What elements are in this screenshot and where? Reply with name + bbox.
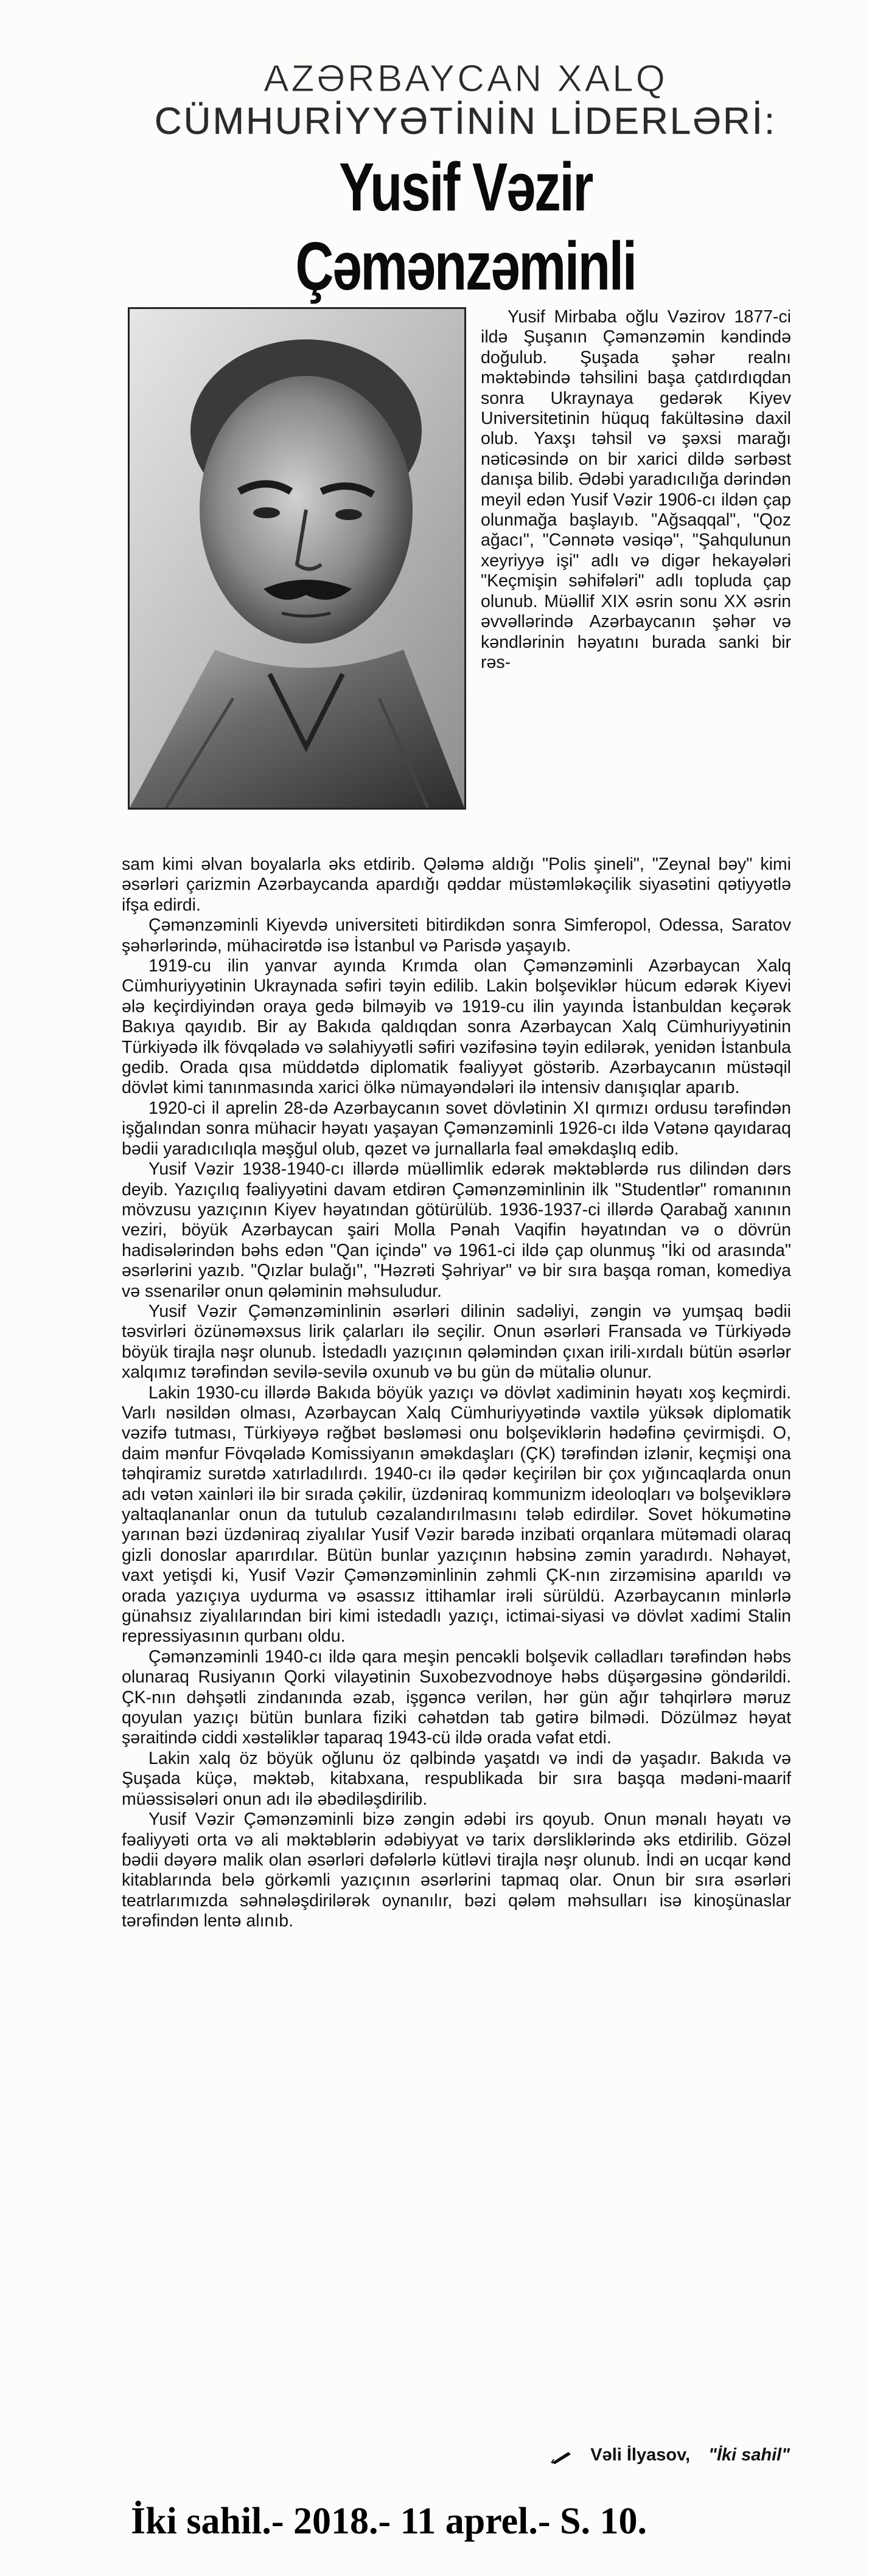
portrait-photo-drawing bbox=[130, 309, 464, 808]
article-paragraph: Yusif Mirbaba oğlu Vəzirov 1877-ci ildə Şuşanın Çəmənzəmin kəndində doğulub. Şuşada şəhər realnı məktəbində təhsilini başa çatdırdıqdan sonra Ukraynaya gedərək Kiyev Universitetinin hüquq fakültəsinə daxil olub. Yaxşı təhsil və şəxsi marağı nəticəsində on bir xarici dildə sərbəst danışa bilib. Ədəbi yaradıcılığa dərindən meyil edən Yusif Vəzir 1906-cı ildən çap olunmağa başlayıb. "Ağsaqqal", "Qoz ağacı", "Cənnətə vəsiqə", "Şahqulunun xeyriyyə işi" adlı və digər hekayələri "Keçmişin səhifələri" adlı topluda çap olunub. Müəllif XIX əsrin sonu XX əsrin əvvəllərində Azərbaycanın şəhər və kəndlərinin həyatını burada sanki bir rəs- bbox=[481, 307, 791, 672]
article-paragraph: 1920-ci il aprelin 28-də Azərbaycanın sovet dövlətinin XI qırmızı ordusu tərəfindən işğalından sonra mühacir həyatı yaşayan Çəmənzəminli 1926-cı ildə Vətənə qayıdaraq bədii yaradıcılıqla məşğul olub, qəzet və jurnallarla fəal əməkdaşlıq edib. bbox=[122, 1098, 791, 1159]
article-paragraph: Yusif Vəzir Çəmənzəminli bizə zəngin ədəbi irs qoyub. Onun mənalı həyatı və fəaliyyəti orta və ali məktəblərin ədəbiyyat və tarix dərsliklərində əks etdirilib. Gözəl bədii dəyərə malik olan əsərləri dəfələrlə kütləvi tirajla nəşr olunub. İndi ən ucqar kənd kitablarında belə görkəmli yazıçının əsərlərini tapmaq olar. Onun bir sıra əsərləri teatrlarımızda səhnələşdirilərək oynanılır, bəzi qələm məhsulları isə kinoşünaslar tərəfindən lentə alınıb. bbox=[122, 1810, 791, 1931]
article-paragraph: Çəmənzəminli Kiyevdə universiteti bitirdikdən sonra Simferopol, Odessa, Saratov şəhərlərində, mühacirətdə isə İstanbul və Parisdə yaşayıb. bbox=[122, 915, 791, 956]
article-header bbox=[140, 58, 791, 306]
article-paragraph: Lakin 1930-cu illərdə Bakıda böyük yazıçı və dövlət xadiminin həyatı xoş keçmirdi. Varlı nəsildən olması, Azərbaycan Xalq Cümhuriyyətində vaxtilə yüksək diplomatik vəzifə tutması, Türkiyəyə rəğbət bəsləməsi onu bolşeviklərin hədəfinə çevirmişdi. O, daim mənfur Fövqəladə Komissiyanın əməkdaşları (ÇK) tərəfindən izlənir, keçmişi ona təhqiramiz surətdə xatırladılırdı. 1940-cı ilə qədər keçirilən bir çox yığıncaqlarda onun adı vətən xainləri ilə bir sırada çəkilir, üzdəniraq kommunizm ideoloqları və bolşeviklərə yaltaqlananlar onun da tutulub cəzalandırılmasını tələb edirdilər. Sovet hökumətinə yarınan bəzi üzdəniraq ziyalılar Yusif Vəzir barədə inzibati orqanlara mütəmadi olaraq gizli donoslar aparırdılar. Bütün bunlar yazıçının həbsinə zəmin yaradırdı. Nəhayət, vaxt yetişdi ki, Yusif Vəzir Çəmənzəminlinin zəhmli ÇK-nın zirzəmisinə aparıldı və orada yazıçıya uydurma və əsassız ittihamlar irəli sürüldü. Azərbaycanın minlərlə günahsız ziyalılarından biri kimi istedadlı yazıçı, ictimai-siyasi və dövlət xadimi Stalin repressiyasının qurbanı oldu. bbox=[122, 1383, 791, 1647]
portrait-photo bbox=[128, 307, 466, 810]
article-intro-wrapped bbox=[481, 307, 791, 673]
article-paragraph: 1919-cu ilin yanvar ayında Krımda olan Çəmənzəminli Azərbaycan Xalq Cümhuriyyətinin Ukraynada səfiri təyin edilib. Lakin bolşeviklər hücum edərək Kiyevi ələ keçirdiyindən oraya gedə bilməyib və 1919-cu ilin yayında İstanbuldan keçərək Bakıya qayıdıb. Bir ay Bakıda qaldıqdan sonra Azərbaycan Xalq Cümhuriyyətinin Türkiyədə ilk fövqəladə və səlahiyyətli səfiri vəzifəsinə təyin edilərək, yenidən İstanbula gedib. Orada qısa müddətdə diplomatik fəaliyyət göstərib. Azərbaycanın müstəqil dövlət kimi tanınmasında xarici ölkə nümayəndələri ilə intensiv danışıqlar aparıb. bbox=[122, 956, 791, 1098]
pen-icon bbox=[550, 2449, 572, 2462]
header-series-line1: AZƏRBAYCAN XALQ bbox=[263, 58, 668, 100]
signature-author: Vəli İlyasov, bbox=[590, 2445, 691, 2465]
article-paragraph: Çəmənzəminli 1940-cı ildə qara meşin pencəkli bolşevik cəlladları tərəfindən həbs olunaraq Rusiyanın Qorki vilayətinin Suxobezvodnoye həbs düşərgəsinə göndərildi. ÇK-nın dəhşətli zindanında əzab, işgəncə verilən, hər gün ağır təhqirlərə məruz qoyulan yazıçı bütün bunlara fiziki cəhətdən tab gətirə bilmədi. Dözülməz həyat şəraitində ciddi xəstəliklər taparaq 1943-cü ildə orada vəfat etdi. bbox=[122, 1647, 791, 1748]
header-series-line2: CÜMHURİYYƏTİNİN LİDERLƏRİ: bbox=[154, 100, 777, 142]
article-paragraph: Yusif Vəzir 1938-1940-cı illərdə müəllimlik edərək məktəblərdə rus dilindən dərs deyib. Yazıçılıq fəaliyyətini davam etdirən Çəmənzəminlinin ilk "Studentlər" romanının mövzusu yazıçının Kiyev həyatından götürülüb. 1936-1937-ci illərdə Qarabağ xanının veziri, böyük Azərbaycan şairi Molla Pənah Vaqifin həyatından və o dövrün hadisələrindən bəhs edən "Qan içində" və 1961-ci ildə çap olunmuş "İki od arasında" əsərlərini yazıb. "Qızlar bulağı", "Həzrəti Şəhriyar" və bir sıra başqa roman, komediya və ssenarilər onun qələminin məhsuludur. bbox=[122, 1159, 791, 1301]
article-body bbox=[122, 855, 791, 1932]
source-citation: İki sahil.- 2018.- 11 aprel.- S. 10. bbox=[131, 2501, 647, 2542]
article-paragraph: Lakin xalq öz böyük oğlunu öz qəlbində yaşatdı və indi də yaşadır. Bakıda və Şuşada küçə, məktəb, kitabxana, respublikada bir sıra başqa mədəni-maarif müəssisələri onun adı ilə əbədiləşdirilib. bbox=[122, 1748, 791, 1809]
article-title: Yusif Vəzir Çəmənzəminli bbox=[295, 149, 636, 304]
article-signature bbox=[550, 2445, 790, 2465]
article-paragraph: Yusif Vəzir Çəmənzəminlinin əsərləri dilinin sadəliyi, zəngin və yumşaq bədii təsvirləri özünəməxsus lirik çalarları ilə seçilir. Onun əsərləri Fransada və Türkiyədə böyük tirajla nəşr olunub. İstedadlı yazıçının qələmindən çıxan irili-xırdalı bütün əsərlər xalqımız tərəfindən sevilə-sevilə oxunub və bu gün də mütaliə olunur. bbox=[122, 1301, 791, 1383]
article-paragraph: sam kimi əlvan boyalarla əks etdirib. Qələmə aldığı "Polis şineli", "Zeynal bəy" kimi əsərləri çarizmin Azərbaycanda apardığı qəddar müstəmləkəçilik siyasətini qətiyyətlə ifşa edirdi. bbox=[122, 855, 791, 915]
signature-source: "İki sahil" bbox=[708, 2445, 790, 2465]
